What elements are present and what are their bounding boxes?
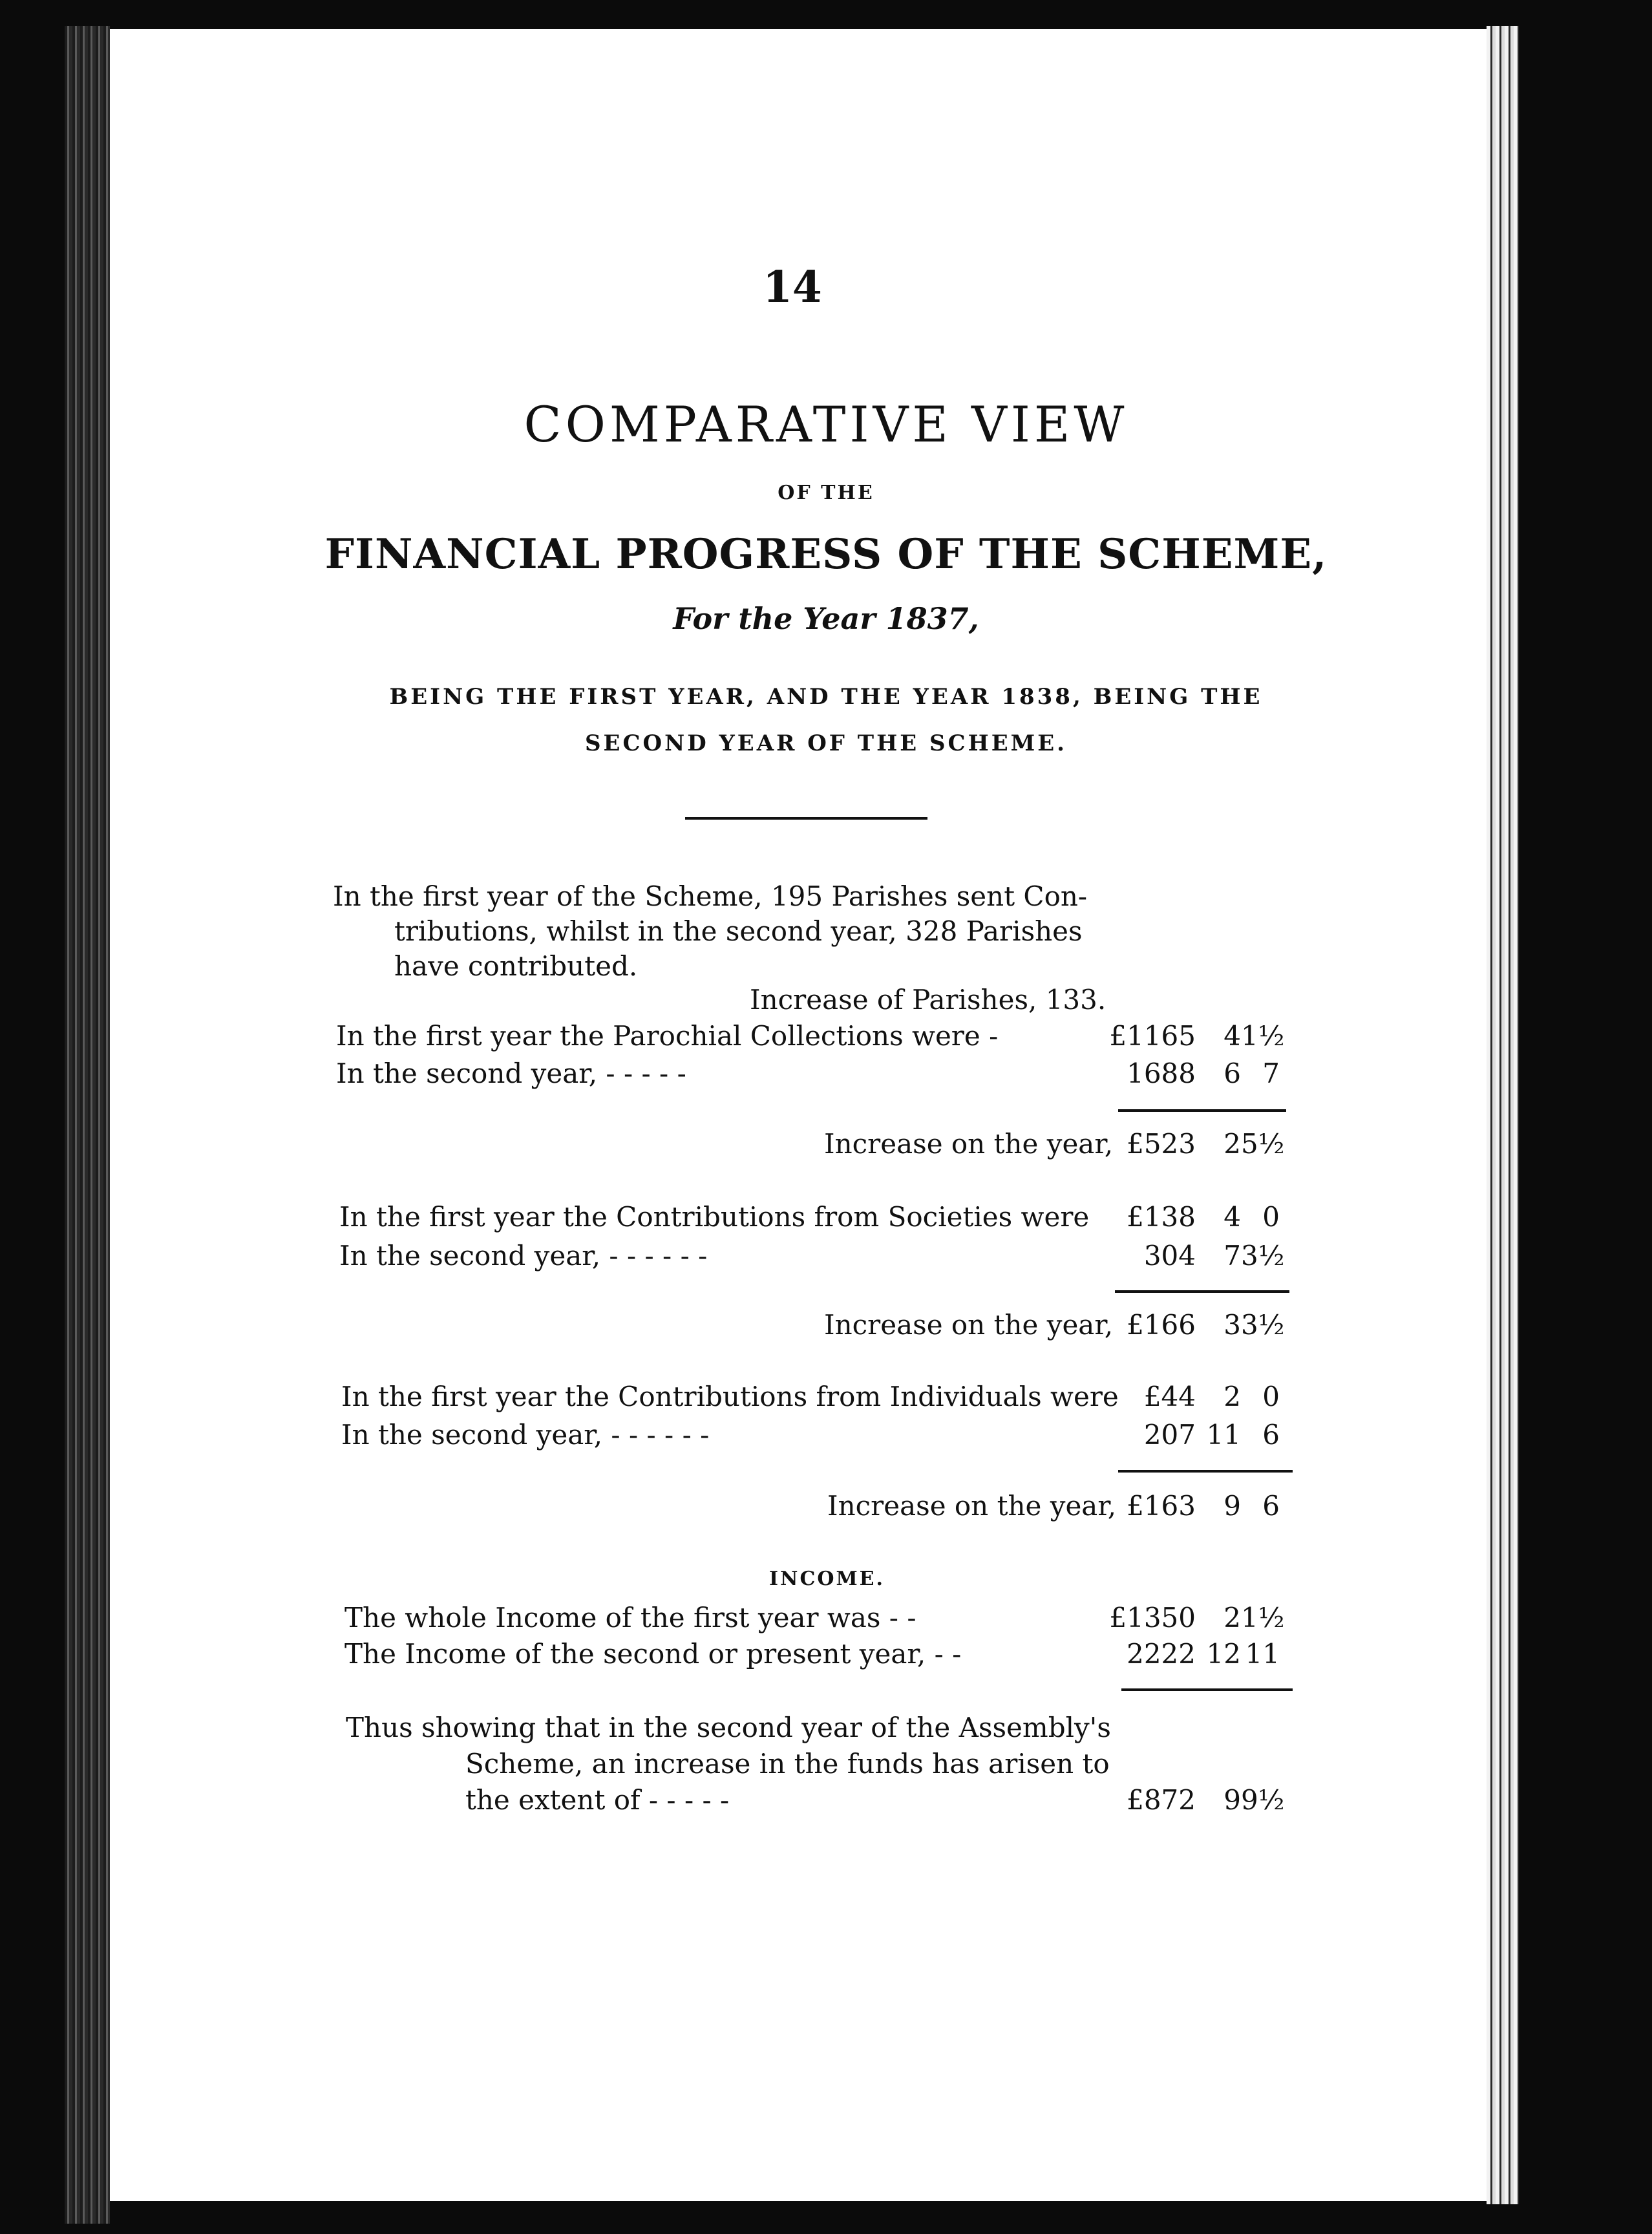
scan-page-edges-right xyxy=(1487,26,1519,2204)
parochial-first-pounds: £1165 xyxy=(1109,1020,1196,1052)
income-total-shillings: 9 xyxy=(1223,1784,1241,1816)
income-first-pence: 1½ xyxy=(1241,1602,1285,1633)
societies-increase-shillings: 3 xyxy=(1223,1309,1241,1341)
societies-increase-label: Increase on the year, xyxy=(824,1309,1114,1341)
parochial-first-pence: 1½ xyxy=(1241,1020,1285,1052)
individuals-increase-pounds: £163 xyxy=(1127,1490,1196,1522)
individuals-increase-pence: 6 xyxy=(1262,1490,1280,1522)
page-sheet xyxy=(110,29,1490,2201)
parochial-second-pounds: 1688 xyxy=(1127,1058,1196,1089)
income-summary-line-3: the extent of - - - - - xyxy=(465,1784,730,1816)
individuals-first-label: In the first year the Contributions from Individuals were xyxy=(341,1381,1119,1412)
income-second-pence: 11 xyxy=(1245,1638,1280,1670)
page-subtitle: FINANCIAL PROGRESS OF THE SCHEME, xyxy=(324,530,1328,579)
year-line: For the Year 1837, xyxy=(673,601,979,636)
individuals-increase-shillings: 9 xyxy=(1223,1490,1241,1522)
parochial-first-label: In the first year the Parochial Collections were - xyxy=(336,1020,999,1052)
income-first-label: The whole Income of the first year was - - xyxy=(344,1602,916,1633)
scan-page-edges-left xyxy=(65,26,110,2224)
income-sum-rule xyxy=(1121,1688,1293,1691)
income-heading: INCOME. xyxy=(769,1568,885,1590)
parishes-text-line-2: tributions, whilst in the second year, 328 Parishes xyxy=(394,915,1083,947)
scan-bottom-border xyxy=(0,2198,1652,2234)
income-second-pounds: 2222 xyxy=(1127,1638,1196,1670)
societies-first-pounds: £138 xyxy=(1127,1201,1196,1233)
title-divider xyxy=(685,817,927,820)
scan-right-border xyxy=(1516,0,1652,2234)
parochial-increase-shillings: 2 xyxy=(1223,1128,1241,1160)
parochial-second-label: In the second year, - - - - - xyxy=(336,1058,686,1089)
scheme-years-line-2: SECOND YEAR OF THE SCHEME. xyxy=(584,730,1067,756)
income-summary-line-2: Scheme, an increase in the funds has arisen to xyxy=(465,1748,1110,1780)
income-first-pounds: £1350 xyxy=(1109,1602,1196,1633)
parochial-second-shillings: 6 xyxy=(1223,1058,1241,1089)
societies-second-shillings: 7 xyxy=(1223,1240,1241,1271)
income-second-label: The Income of the second or present year, - - xyxy=(344,1638,962,1670)
parishes-text-line-1: In the first year of the Scheme, 195 Parishes sent Con- xyxy=(333,880,1088,912)
parochial-increase-label: Increase on the year, xyxy=(824,1128,1114,1160)
individuals-first-pounds: £44 xyxy=(1143,1381,1196,1412)
income-total-pence: 9½ xyxy=(1241,1784,1285,1816)
income-total-pounds: £872 xyxy=(1127,1784,1196,1816)
parochial-increase-pence: 5½ xyxy=(1241,1128,1285,1160)
title-connector: OF THE xyxy=(778,482,874,504)
societies-second-pence: 3½ xyxy=(1241,1240,1285,1271)
societies-first-shillings: 4 xyxy=(1223,1201,1241,1233)
societies-first-label: In the first year the Contributions from Societies were xyxy=(339,1201,1090,1233)
individuals-second-pounds: 207 xyxy=(1143,1419,1196,1451)
parochial-second-pence: 7 xyxy=(1262,1058,1280,1089)
societies-first-pence: 0 xyxy=(1262,1201,1280,1233)
parochial-increase-pounds: £523 xyxy=(1127,1128,1196,1160)
income-first-shillings: 2 xyxy=(1223,1602,1241,1633)
parochial-sum-rule xyxy=(1118,1109,1286,1112)
page-title: COMPARATIVE VIEW xyxy=(524,396,1128,453)
page-number: 14 xyxy=(763,262,822,312)
parishes-increase: Increase of Parishes, 133. xyxy=(750,984,1107,1016)
individuals-sum-rule xyxy=(1118,1470,1293,1473)
societies-increase-pounds: £166 xyxy=(1127,1309,1196,1341)
income-second-shillings: 12 xyxy=(1206,1638,1241,1670)
individuals-second-label: In the second year, - - - - - - xyxy=(341,1419,710,1451)
individuals-increase-label: Increase on the year, xyxy=(827,1490,1117,1522)
individuals-second-shillings: 11 xyxy=(1206,1419,1241,1451)
parishes-text-line-3: have contributed. xyxy=(394,950,638,982)
scheme-years-line-1: BEING THE FIRST YEAR, AND THE YEAR 1838, BEING THE xyxy=(389,684,1263,710)
individuals-second-pence: 6 xyxy=(1262,1419,1280,1451)
individuals-first-pence: 0 xyxy=(1262,1381,1280,1412)
societies-increase-pence: 3½ xyxy=(1241,1309,1285,1341)
income-summary-line-1: Thus showing that in the second year of the Assembly's xyxy=(346,1712,1111,1743)
individuals-first-shillings: 2 xyxy=(1223,1381,1241,1412)
societies-second-label: In the second year, - - - - - - xyxy=(339,1240,708,1271)
societies-second-pounds: 304 xyxy=(1143,1240,1196,1271)
societies-sum-rule xyxy=(1115,1290,1289,1293)
parochial-first-shillings: 4 xyxy=(1223,1020,1241,1052)
